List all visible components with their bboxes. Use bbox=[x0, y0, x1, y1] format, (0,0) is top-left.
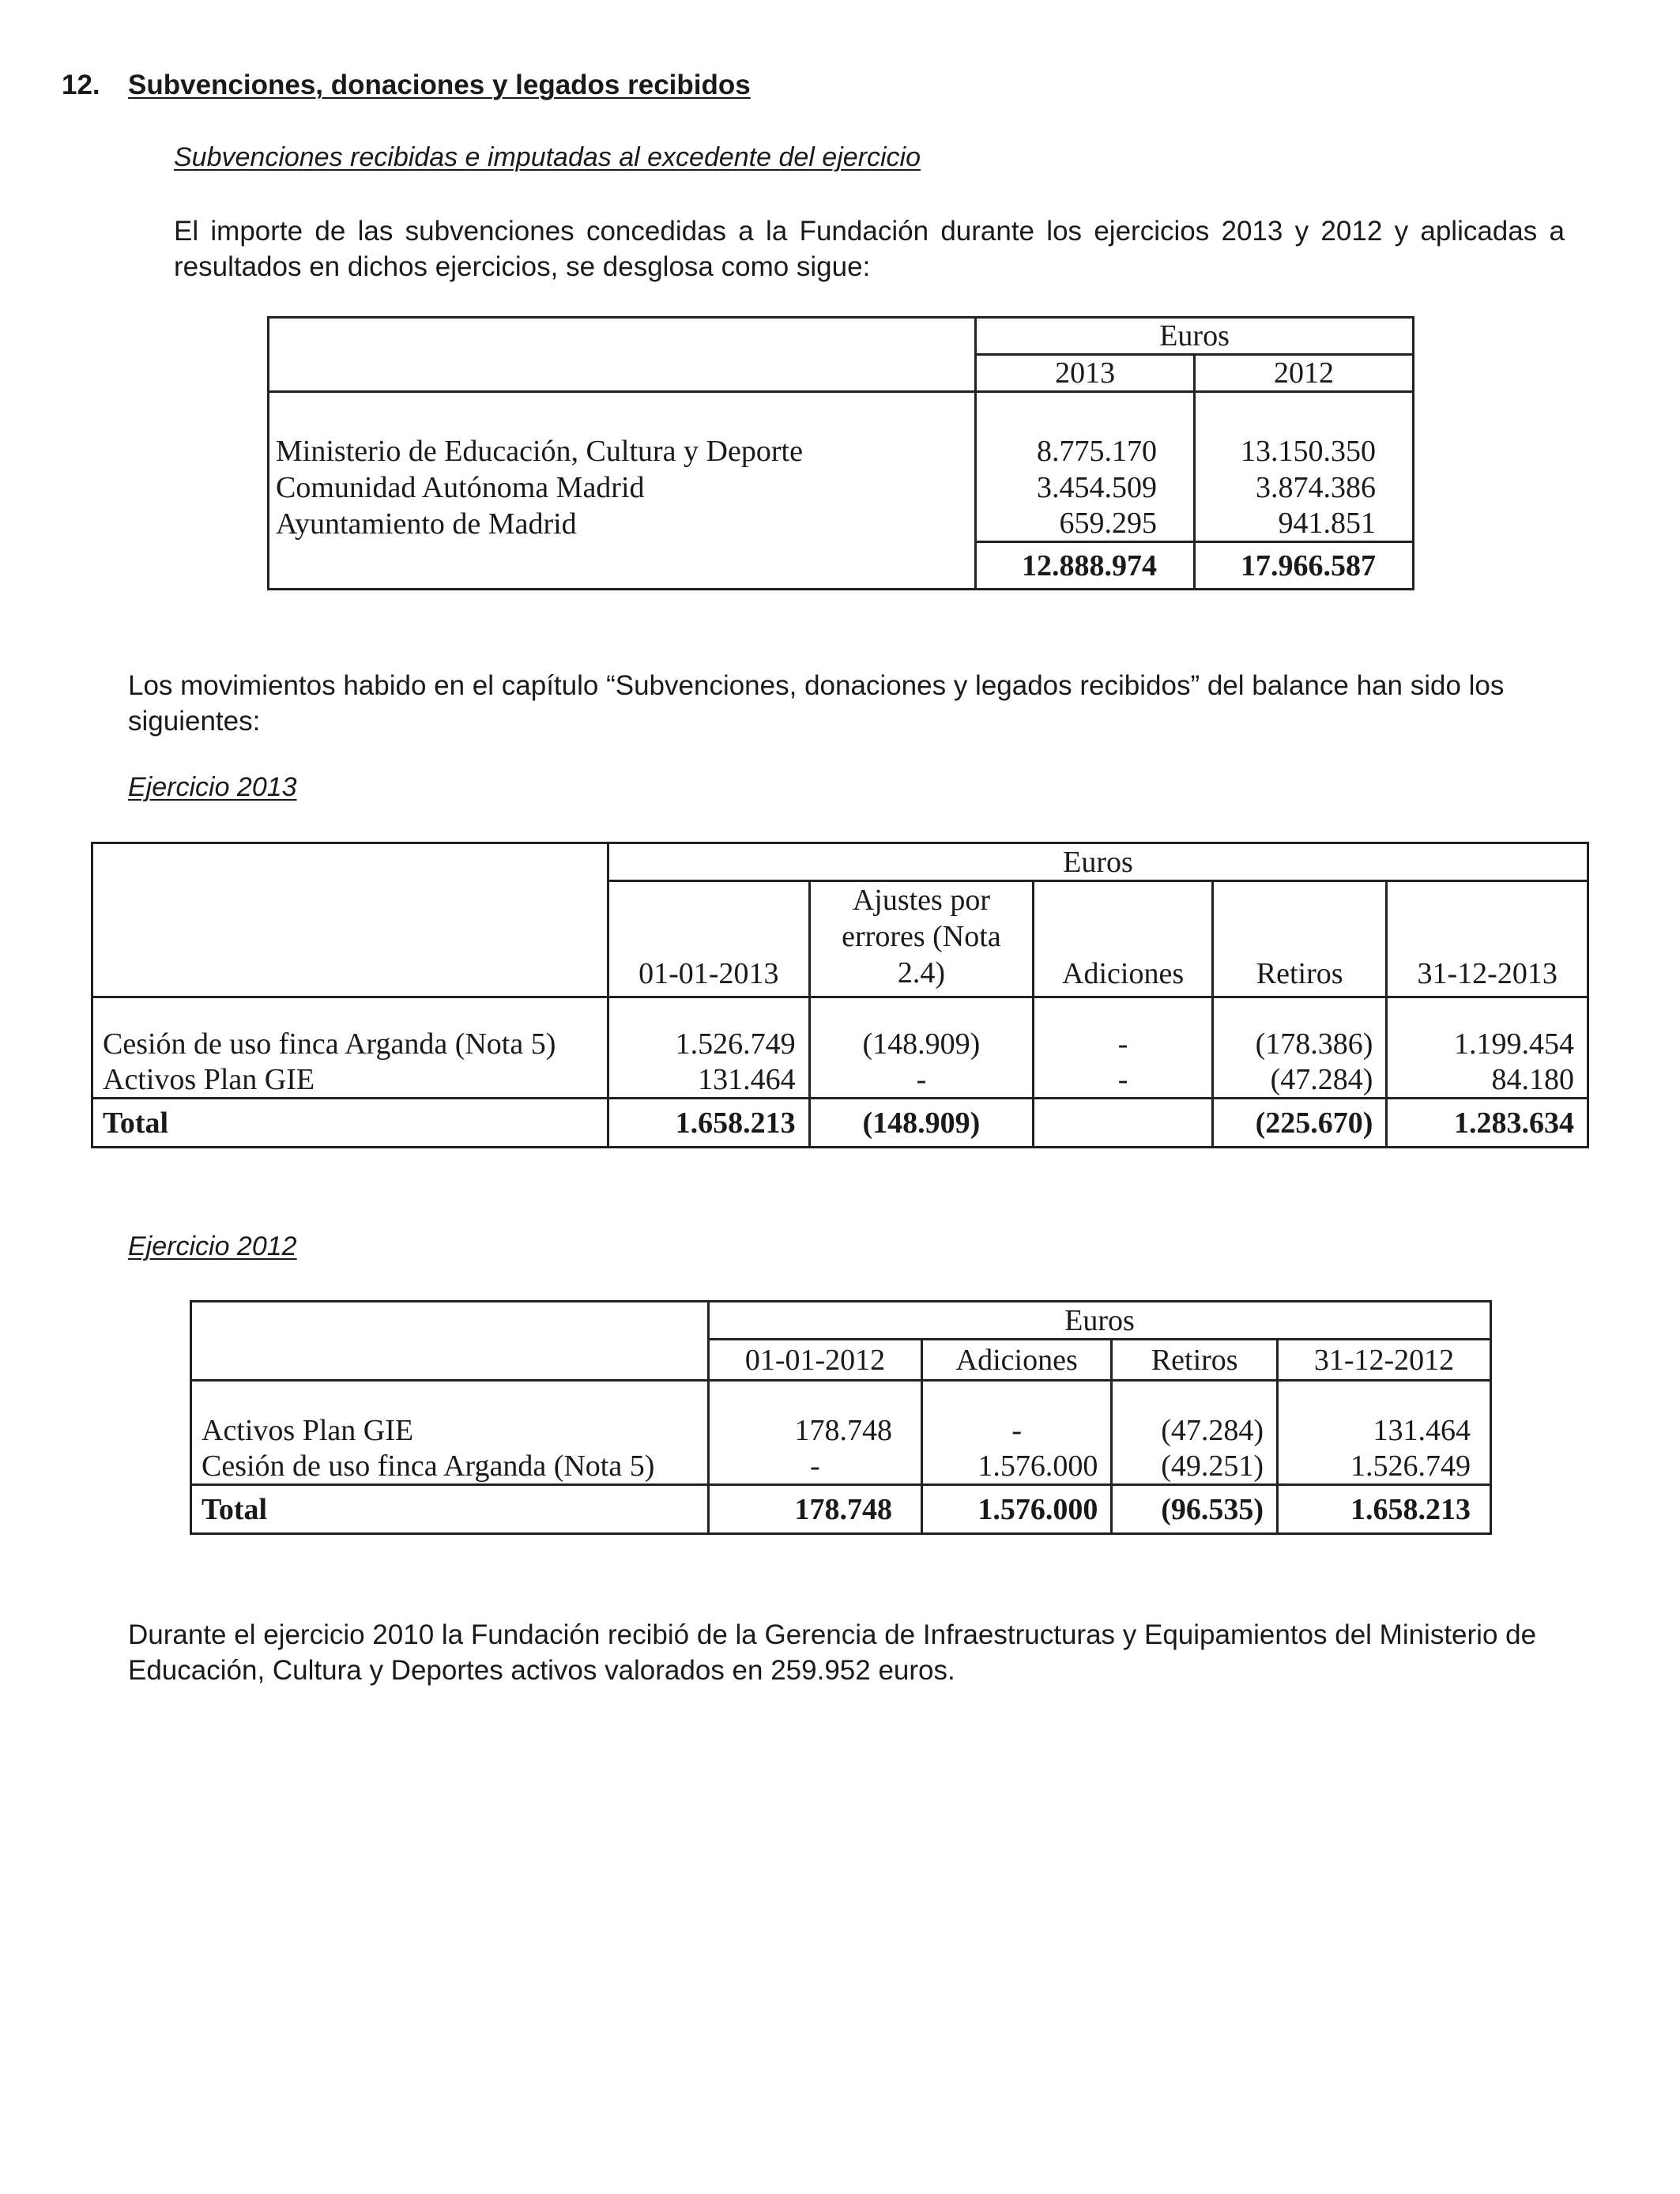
t2-col-4: 31-12-2013 bbox=[1387, 881, 1588, 997]
table-row: Cesión de uso finca Arganda (Nota 5) 1.526.749 (148.909) - (178.386) 1.199.454 bbox=[92, 1026, 1588, 1062]
table3-caption: Ejercicio 2012 bbox=[128, 1231, 297, 1261]
t2-col-1: Ajustes por errores (Nota 2.4) bbox=[809, 881, 1034, 997]
section-number: 12. bbox=[62, 70, 100, 100]
t3-col-0: 01-01-2012 bbox=[709, 1340, 922, 1381]
table-row: Ministerio de Educación, Cultura y Deporte 8.775.170 13.150.350 bbox=[269, 433, 1414, 469]
t1-group-header: Euros bbox=[976, 318, 1414, 355]
t3-col-3: 31-12-2012 bbox=[1278, 1340, 1491, 1381]
section-title: Subvenciones, donaciones y legados recibidos bbox=[128, 70, 751, 100]
intro-paragraph: El importe de las subvenciones concedidas a la Fundación durante los ejercicios 2013 y 2012 y aplicadas a resultados en dichos ejercicios, se desglosa como sigue: bbox=[174, 216, 1565, 282]
t3-col-1: Adiciones bbox=[921, 1340, 1111, 1381]
movements-paragraph: Los movimientos habido en el capítulo “Subvenciones, donaciones y legados recibidos” del balance han sido los siguientes: bbox=[128, 670, 1505, 737]
row-label: Cesión de uso finca Arganda (Nota 5) bbox=[202, 1449, 655, 1483]
table-row: Comunidad Autónoma Madrid 3.454.509 3.874.386 bbox=[269, 469, 1414, 506]
row-label: Activos Plan GIE bbox=[103, 1062, 315, 1096]
t2-group-header: Euros bbox=[608, 843, 1588, 881]
section-heading bbox=[62, 70, 751, 101]
total-row: 12.888.974 17.966.587 bbox=[269, 542, 1414, 590]
t2-col-0: 01-01-2013 bbox=[608, 881, 810, 997]
row-label: Cesión de uso finca Arganda (Nota 5) bbox=[103, 1027, 556, 1061]
table-row: Cesión de uso finca Arganda (Nota 5) - 1.576.000 (49.251) 1.526.749 bbox=[191, 1449, 1491, 1485]
t1-col-2012: 2012 bbox=[1195, 355, 1414, 392]
closing-paragraph: Durante el ejercicio 2010 la Fundación recibió de la Gerencia de Infraestructuras y Equipamientos del Ministerio de Educación, Cultura y Deportes activos valorados en 259.952 euros. bbox=[128, 1619, 1537, 1686]
table-row: Activos Plan GIE 178.748 - (47.284) 131.464 bbox=[191, 1412, 1491, 1449]
table-row: Activos Plan GIE 131.464 - - (47.284) 84.180 bbox=[92, 1062, 1588, 1099]
section-subtitle: Subvenciones recibidas e imputadas al excedente del ejercicio bbox=[174, 142, 921, 172]
row-label: Ministerio de Educación, Cultura y Deporte bbox=[276, 434, 803, 468]
row-label: Comunidad Autónoma Madrid bbox=[276, 470, 645, 504]
movements-2012-table bbox=[190, 1300, 1492, 1535]
row-label: Activos Plan GIE bbox=[202, 1413, 414, 1447]
t1-col-2013: 2013 bbox=[976, 355, 1195, 392]
table-row: Ayuntamiento de Madrid 659.295 941.851 bbox=[269, 506, 1414, 542]
subsidies-table bbox=[267, 316, 1414, 590]
table2-caption: Ejercicio 2013 bbox=[128, 772, 297, 802]
t2-col-2: Adiciones bbox=[1034, 881, 1213, 997]
row-label: Ayuntamiento de Madrid bbox=[276, 507, 577, 541]
t2-col-3: Retiros bbox=[1212, 881, 1386, 997]
total-row: Total 178.748 1.576.000 (96.535) 1.658.213 bbox=[191, 1485, 1491, 1534]
t3-col-2: Retiros bbox=[1112, 1340, 1278, 1381]
t3-group-header: Euros bbox=[709, 1302, 1491, 1340]
total-row: Total 1.658.213 (148.909) (225.670) 1.283.634 bbox=[92, 1099, 1588, 1148]
movements-2013-table bbox=[91, 842, 1589, 1148]
